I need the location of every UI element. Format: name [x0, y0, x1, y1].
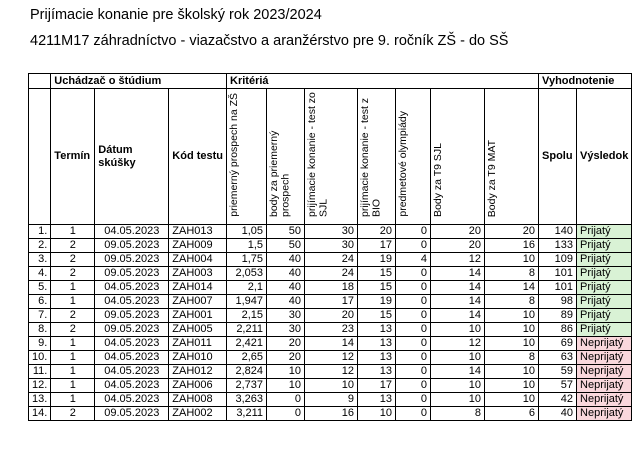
cell-total: 140 — [539, 225, 577, 239]
cell-date: 09.05.2023 — [95, 323, 169, 337]
table-row — [29, 267, 632, 281]
cell-avg-grade: 2,737 — [227, 379, 267, 393]
header-result: Výsledok — [577, 89, 632, 225]
cell-date: 09.05.2023 — [95, 267, 169, 281]
cell-total: 40 — [539, 407, 577, 421]
cell-test-bio: 13 — [358, 393, 396, 407]
cell-avg-grade: 3,263 — [227, 393, 267, 407]
cell-term: 1 — [51, 281, 95, 295]
row-index: 14. — [29, 407, 51, 421]
cell-term: 1 — [51, 365, 95, 379]
group-applicant: Uchádzač o štúdium — [51, 74, 227, 89]
cell-term: 2 — [51, 253, 95, 267]
cell-result: Prijatý — [577, 267, 632, 281]
header-t9-mat: Body za T9 MAT — [485, 89, 539, 225]
cell-test-bio: 19 — [358, 253, 396, 267]
cell-t9-sjl: 10 — [431, 379, 485, 393]
cell-total: 98 — [539, 295, 577, 309]
row-index: 10. — [29, 351, 51, 365]
table-row — [29, 337, 632, 351]
cell-t9-sjl: 12 — [431, 337, 485, 351]
index-header — [29, 89, 51, 225]
cell-t9-sjl: 10 — [431, 351, 485, 365]
cell-avg-grade: 2,65 — [227, 351, 267, 365]
header-term: Termín — [51, 89, 95, 225]
cell-test-bio: 19 — [358, 295, 396, 309]
header-total: Spolu — [539, 89, 577, 225]
cell-date: 04.05.2023 — [95, 295, 169, 309]
cell-avg-grade: 2,15 — [227, 309, 267, 323]
cell-total: 89 — [539, 309, 577, 323]
cell-date: 04.05.2023 — [95, 365, 169, 379]
row-index: 9. — [29, 337, 51, 351]
cell-test-sjl: 30 — [305, 225, 358, 239]
cell-total: 69 — [539, 337, 577, 351]
cell-test-bio: 10 — [358, 407, 396, 421]
cell-date: 09.05.2023 — [95, 253, 169, 267]
cell-result: Prijatý — [577, 323, 632, 337]
cell-total: 63 — [539, 351, 577, 365]
cell-term: 2 — [51, 407, 95, 421]
cell-olympiad: 0 — [396, 309, 431, 323]
cell-test-sjl: 10 — [305, 379, 358, 393]
row-index: 11. — [29, 365, 51, 379]
cell-points-grade: 50 — [267, 239, 305, 253]
group-evaluation: Vyhodnotenie — [539, 74, 632, 89]
cell-t9-mat: 10 — [485, 393, 539, 407]
cell-points-grade: 10 — [267, 365, 305, 379]
cell-t9-mat: 6 — [485, 407, 539, 421]
cell-points-grade: 0 — [267, 407, 305, 421]
table-row — [29, 365, 632, 379]
table-row — [29, 253, 632, 267]
header-date: Dátum skúšky — [95, 89, 169, 225]
cell-term: 2 — [51, 309, 95, 323]
cell-code: ZAH004 — [169, 253, 227, 267]
cell-avg-grade: 1,05 — [227, 225, 267, 239]
cell-olympiad: 0 — [396, 379, 431, 393]
cell-total: 133 — [539, 239, 577, 253]
header-code: Kód testu — [169, 89, 227, 225]
header-test-sjl: prijímacie konanie - test zo SJL — [305, 89, 358, 225]
row-index: 7. — [29, 309, 51, 323]
cell-points-grade: 40 — [267, 295, 305, 309]
cell-code: ZAH009 — [169, 239, 227, 253]
row-index: 6. — [29, 295, 51, 309]
cell-test-sjl: 18 — [305, 281, 358, 295]
row-index: 2. — [29, 239, 51, 253]
cell-test-bio: 13 — [358, 323, 396, 337]
cell-t9-sjl: 14 — [431, 309, 485, 323]
header-points-grade: body za priemerný prospech — [267, 89, 305, 225]
cell-points-grade: 30 — [267, 309, 305, 323]
cell-test-sjl: 12 — [305, 365, 358, 379]
cell-date: 04.05.2023 — [95, 393, 169, 407]
cell-olympiad: 4 — [396, 253, 431, 267]
header-avg-grade: priemerný prospech na ZŠ — [227, 89, 267, 225]
cell-t9-sjl: 14 — [431, 295, 485, 309]
cell-result: Prijatý — [577, 281, 632, 295]
table-row — [29, 309, 632, 323]
cell-term: 1 — [51, 379, 95, 393]
cell-code: ZAH012 — [169, 365, 227, 379]
document-subtitle: 4211M17 záhradníctvo - viazačstvo a aranžérstvo pre 9. ročník ZŠ - do SŠ — [30, 33, 509, 49]
cell-test-bio: 17 — [358, 379, 396, 393]
cell-t9-mat: 10 — [485, 337, 539, 351]
cell-test-bio: 15 — [358, 309, 396, 323]
cell-test-sjl: 9 — [305, 393, 358, 407]
cell-test-bio: 17 — [358, 239, 396, 253]
cell-t9-sjl: 8 — [431, 407, 485, 421]
cell-test-sjl: 12 — [305, 351, 358, 365]
cell-test-bio: 13 — [358, 365, 396, 379]
cell-result: Neprijatý — [577, 351, 632, 365]
table-row — [29, 225, 632, 239]
cell-avg-grade: 2,211 — [227, 323, 267, 337]
cell-result: Prijatý — [577, 239, 632, 253]
cell-points-grade: 50 — [267, 225, 305, 239]
cell-total: 42 — [539, 393, 577, 407]
cell-test-sjl: 24 — [305, 253, 358, 267]
cell-term: 1 — [51, 337, 95, 351]
row-index: 13. — [29, 393, 51, 407]
cell-term: 1 — [51, 393, 95, 407]
cell-test-sjl: 24 — [305, 267, 358, 281]
cell-t9-mat: 10 — [485, 323, 539, 337]
cell-total: 59 — [539, 365, 577, 379]
cell-t9-sjl: 10 — [431, 323, 485, 337]
cell-test-sjl: 16 — [305, 407, 358, 421]
cell-result: Neprijatý — [577, 393, 632, 407]
row-index: 12. — [29, 379, 51, 393]
cell-code: ZAH005 — [169, 323, 227, 337]
cell-t9-mat: 10 — [485, 365, 539, 379]
cell-olympiad: 0 — [396, 295, 431, 309]
cell-points-grade: 20 — [267, 337, 305, 351]
cell-t9-mat: 8 — [485, 351, 539, 365]
cell-total: 86 — [539, 323, 577, 337]
cell-code: ZAH011 — [169, 337, 227, 351]
cell-avg-grade: 2,824 — [227, 365, 267, 379]
cell-term: 1 — [51, 295, 95, 309]
table-row — [29, 281, 632, 295]
cell-result: Neprijatý — [577, 379, 632, 393]
cell-avg-grade: 1,75 — [227, 253, 267, 267]
table-row — [29, 407, 632, 421]
cell-t9-sjl: 20 — [431, 225, 485, 239]
group-criteria: Kritériá — [227, 74, 539, 89]
cell-code: ZAH003 — [169, 267, 227, 281]
cell-olympiad: 0 — [396, 407, 431, 421]
row-index: 8. — [29, 323, 51, 337]
cell-term: 1 — [51, 351, 95, 365]
table-row — [29, 351, 632, 365]
cell-date: 09.05.2023 — [95, 239, 169, 253]
cell-avg-grade: 1,947 — [227, 295, 267, 309]
cell-total: 57 — [539, 379, 577, 393]
cell-points-grade: 40 — [267, 253, 305, 267]
cell-t9-mat: 14 — [485, 281, 539, 295]
cell-result: Neprijatý — [577, 407, 632, 421]
cell-points-grade: 40 — [267, 281, 305, 295]
cell-test-sjl: 20 — [305, 309, 358, 323]
cell-test-bio: 15 — [358, 267, 396, 281]
cell-t9-sjl: 14 — [431, 281, 485, 295]
cell-t9-mat: 10 — [485, 253, 539, 267]
cell-olympiad: 0 — [396, 393, 431, 407]
cell-result: Prijatý — [577, 253, 632, 267]
cell-code: ZAH001 — [169, 309, 227, 323]
cell-points-grade: 30 — [267, 323, 305, 337]
cell-result: Neprijatý — [577, 365, 632, 379]
cell-olympiad: 0 — [396, 225, 431, 239]
cell-test-sjl: 30 — [305, 239, 358, 253]
cell-avg-grade: 1,5 — [227, 239, 267, 253]
cell-code: ZAH006 — [169, 379, 227, 393]
cell-test-sjl: 17 — [305, 295, 358, 309]
cell-date: 04.05.2023 — [95, 337, 169, 351]
cell-date: 04.05.2023 — [95, 379, 169, 393]
cell-code: ZAH014 — [169, 281, 227, 295]
row-index: 1. — [29, 225, 51, 239]
cell-code: ZAH002 — [169, 407, 227, 421]
cell-date: 09.05.2023 — [95, 407, 169, 421]
cell-date: 09.05.2023 — [95, 309, 169, 323]
header-t9-sjl: Body za T9 SJL — [431, 89, 485, 225]
cell-term: 1 — [51, 225, 95, 239]
row-index: 3. — [29, 253, 51, 267]
cell-total: 101 — [539, 267, 577, 281]
cell-olympiad: 0 — [396, 239, 431, 253]
cell-avg-grade: 3,211 — [227, 407, 267, 421]
header-olympiad: predmetové olympiády — [396, 89, 431, 225]
cell-t9-sjl: 14 — [431, 365, 485, 379]
table-row — [29, 323, 632, 337]
cell-points-grade: 0 — [267, 393, 305, 407]
cell-code: ZAH010 — [169, 351, 227, 365]
table-row — [29, 239, 632, 253]
cell-t9-mat: 8 — [485, 267, 539, 281]
cell-date: 04.05.2023 — [95, 225, 169, 239]
cell-result: Prijatý — [577, 295, 632, 309]
cell-total: 101 — [539, 281, 577, 295]
cell-avg-grade: 2,421 — [227, 337, 267, 351]
cell-term: 2 — [51, 267, 95, 281]
cell-points-grade: 20 — [267, 351, 305, 365]
group-header-row — [29, 74, 632, 89]
cell-test-bio: 20 — [358, 225, 396, 239]
cell-test-bio: 15 — [358, 281, 396, 295]
results-table — [28, 73, 632, 421]
cell-points-grade: 10 — [267, 379, 305, 393]
cell-olympiad: 0 — [396, 365, 431, 379]
cell-result: Neprijatý — [577, 337, 632, 351]
cell-code: ZAH013 — [169, 225, 227, 239]
cell-t9-mat: 10 — [485, 379, 539, 393]
cell-olympiad: 0 — [396, 351, 431, 365]
cell-t9-mat: 20 — [485, 225, 539, 239]
corner-cell — [29, 74, 51, 89]
row-index: 5. — [29, 281, 51, 295]
cell-olympiad: 0 — [396, 323, 431, 337]
row-index: 4. — [29, 267, 51, 281]
table-row — [29, 379, 632, 393]
cell-test-sjl: 23 — [305, 323, 358, 337]
cell-olympiad: 0 — [396, 267, 431, 281]
cell-term: 2 — [51, 239, 95, 253]
cell-test-sjl: 14 — [305, 337, 358, 351]
cell-result: Prijatý — [577, 309, 632, 323]
cell-t9-mat: 10 — [485, 309, 539, 323]
cell-olympiad: 0 — [396, 337, 431, 351]
cell-t9-sjl: 10 — [431, 393, 485, 407]
cell-points-grade: 40 — [267, 267, 305, 281]
table-row — [29, 393, 632, 407]
table-row — [29, 295, 632, 309]
cell-date: 04.05.2023 — [95, 351, 169, 365]
cell-t9-sjl: 12 — [431, 253, 485, 267]
header-test-bio: prijímacie konanie - test z BIO — [358, 89, 396, 225]
cell-total: 109 — [539, 253, 577, 267]
column-header-row — [29, 89, 632, 225]
cell-avg-grade: 2,053 — [227, 267, 267, 281]
cell-t9-mat: 16 — [485, 239, 539, 253]
cell-avg-grade: 2,1 — [227, 281, 267, 295]
cell-result: Prijatý — [577, 225, 632, 239]
cell-term: 2 — [51, 323, 95, 337]
cell-date: 04.05.2023 — [95, 281, 169, 295]
cell-code: ZAH008 — [169, 393, 227, 407]
cell-olympiad: 0 — [396, 281, 431, 295]
cell-t9-mat: 8 — [485, 295, 539, 309]
cell-code: ZAH007 — [169, 295, 227, 309]
cell-t9-sjl: 14 — [431, 267, 485, 281]
cell-t9-sjl: 20 — [431, 239, 485, 253]
document-title: Prijímacie konanie pre školský rok 2023/2024 — [30, 7, 322, 23]
cell-test-bio: 13 — [358, 337, 396, 351]
cell-test-bio: 13 — [358, 351, 396, 365]
